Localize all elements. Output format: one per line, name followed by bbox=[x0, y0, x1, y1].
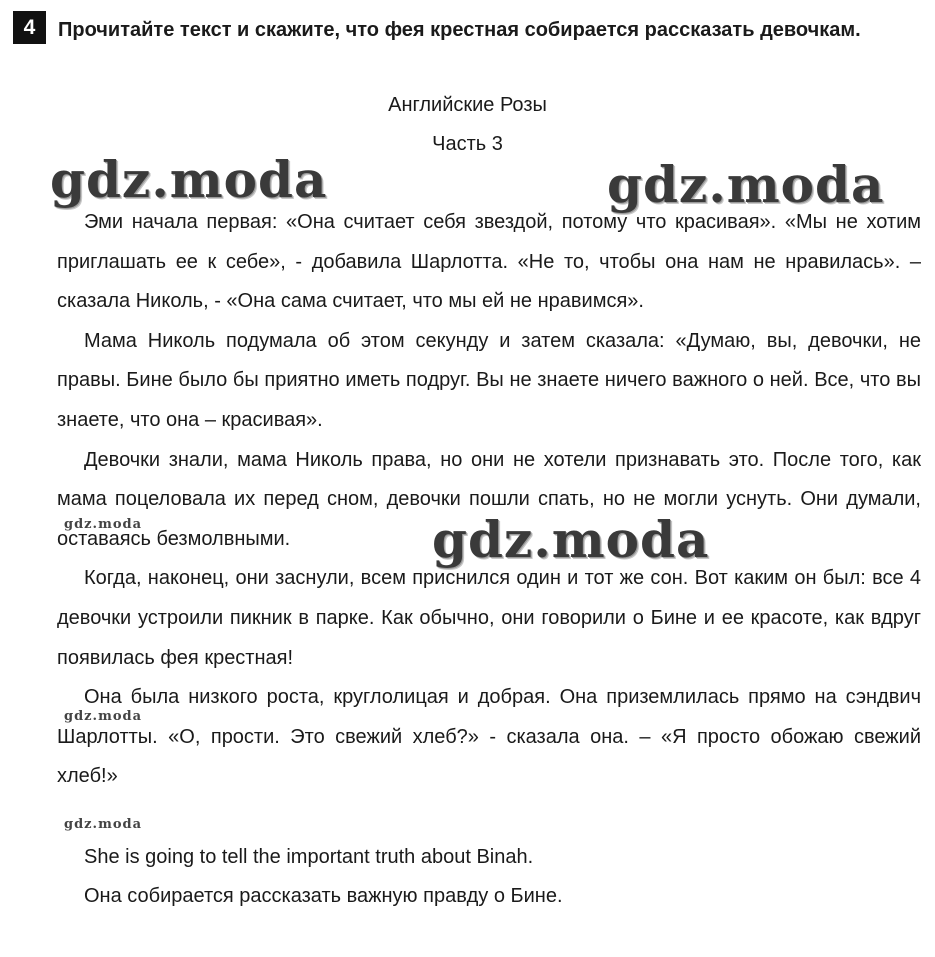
answer-russian: Она собирается рассказать важную правду о Бине. bbox=[84, 885, 563, 907]
answer-english: She is going to tell the important truth about Binah. bbox=[84, 846, 534, 868]
story-paragraph: Когда, наконец, они заснули, всем приснился один и тот же сон. Вот каким он был: все 4 девочки устроили пикник в парке. Как обычно, они говорили о Бине и ее красоте, как вдруг появилась фея крестная! bbox=[57, 567, 921, 669]
story-paragraph: Девочки знали, мама Николь права, но они не хотели признавать это. После того, как мама поцеловала их перед сном, девочки пошли спать, но не могли уснуть. Они думали, оставаясь безмолвными. bbox=[57, 448, 921, 550]
watermark-logo: gdz.moda bbox=[432, 510, 710, 569]
watermark-logo-small: gdz.moda bbox=[64, 709, 143, 724]
story-title: Английские Розы bbox=[388, 94, 547, 116]
answer-block bbox=[84, 838, 563, 916]
task-instruction: Прочитайте текст и скажите, что фея крестная собирается рассказать девочкам. bbox=[58, 19, 861, 41]
task-number-badge: 4 bbox=[13, 11, 46, 44]
story-paragraph: Мама Николь подумала об этом секунду и затем сказала: «Думаю, вы, девочки, не правы. Бине было бы приятно иметь подруг. Вы не знаете ничего важного о ней. Все, что вы знаете, что она – красивая». bbox=[57, 329, 921, 431]
watermark-logo: gdz.moda bbox=[607, 155, 885, 214]
story-body bbox=[57, 203, 921, 797]
story-part: Часть 3 bbox=[432, 133, 503, 155]
watermark-logo-small: gdz.moda bbox=[64, 817, 143, 832]
watermark-logo-small: gdz.moda bbox=[64, 517, 143, 532]
story-paragraph: Эми начала первая: «Она считает себя звездой, потому что красивая». «Мы не хотим приглашать ее к себе», - добавила Шарлотта. «Не то, чтобы она нам не нравилась». – сказала Николь, - «Она сама считает, что мы ей не нравимся». bbox=[57, 211, 921, 313]
watermark-logo: gdz.moda bbox=[50, 150, 328, 209]
story-paragraph: Она была низкого роста, круглолицая и добрая. Она приземлилась прямо на сэндвич Шарлотты. «О, прости. Это свежий хлеб?» - сказала она. – «Я просто обожаю свежий хлеб!» bbox=[57, 686, 921, 788]
